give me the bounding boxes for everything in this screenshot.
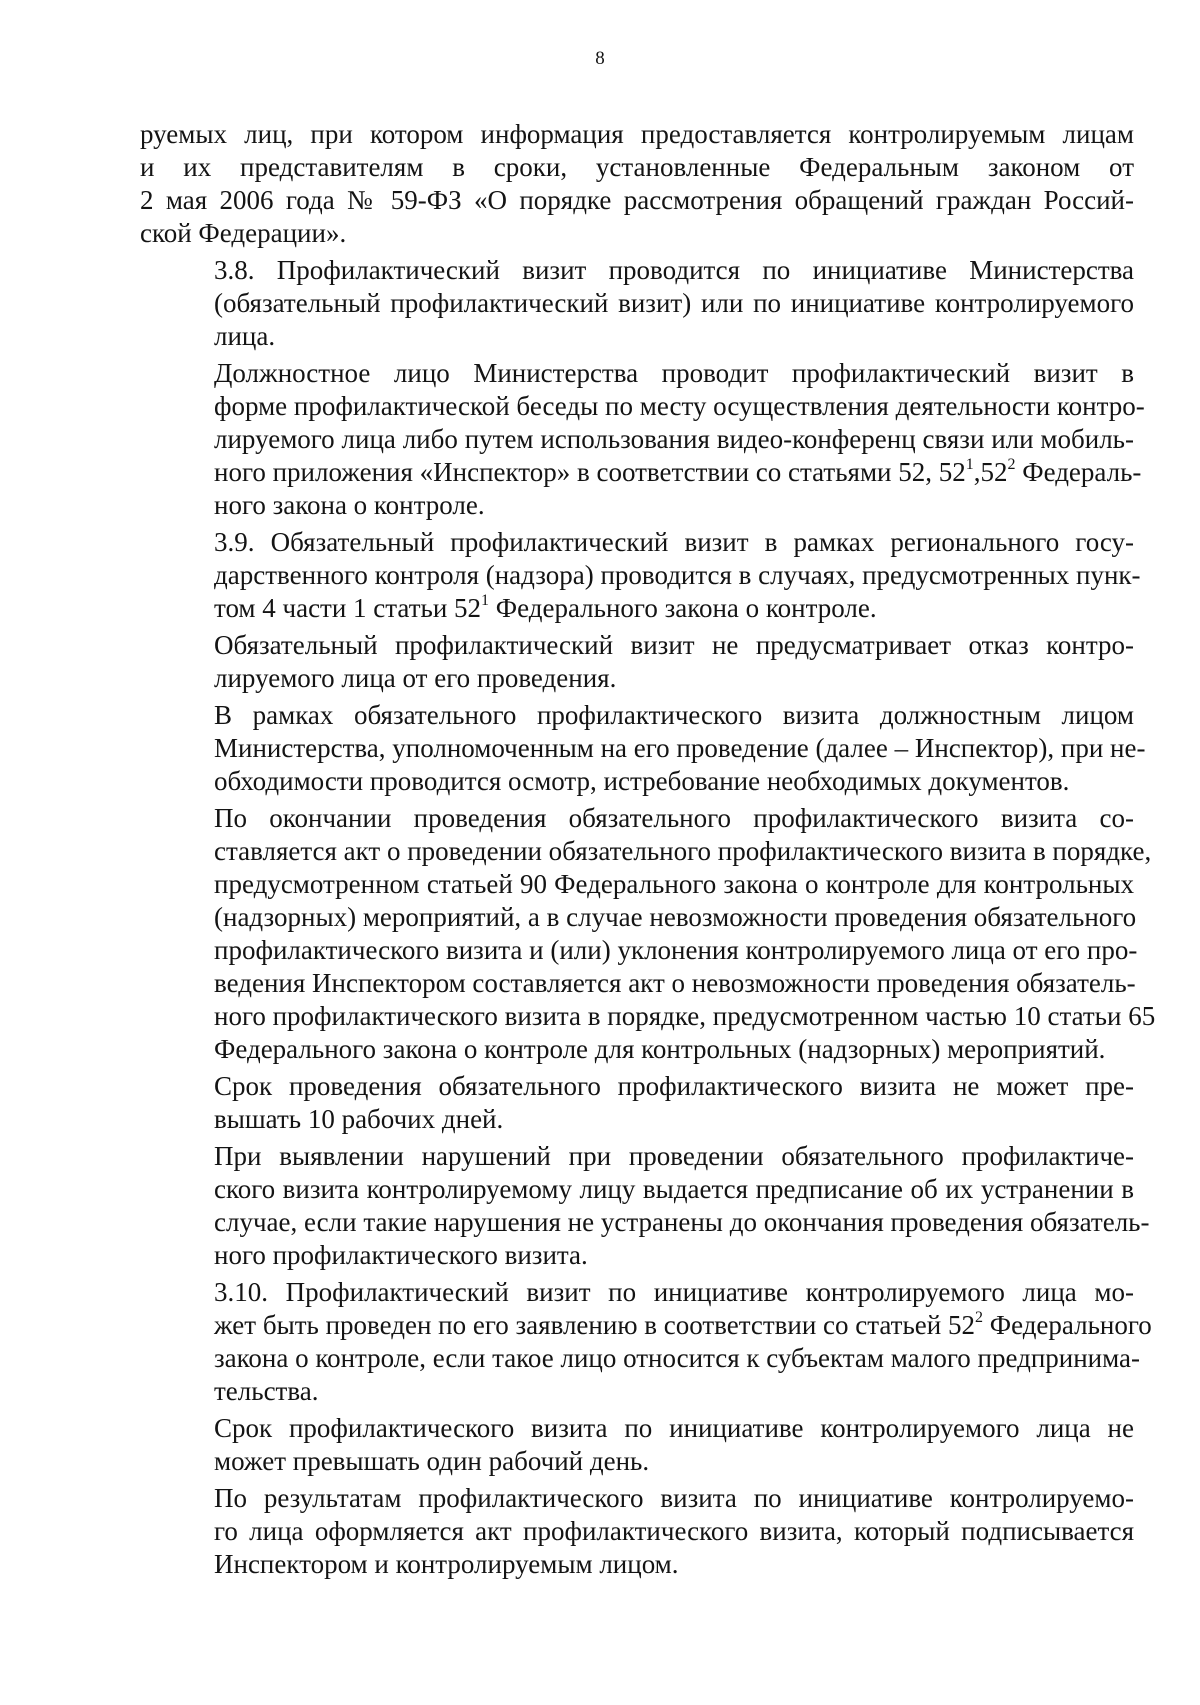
text-line: случае, если такие нарушения не устранены до окончания проведения обязатель-	[214, 1207, 1150, 1237]
text-line: ного закона о контроле.	[214, 490, 485, 520]
superscript-index: 2	[1007, 456, 1016, 473]
text-line: По окончании проведения обязательного профилактического визита со-	[214, 803, 1134, 833]
text-line: Срок проведения обязательного профилактического визита не может пре-	[214, 1071, 1134, 1101]
text-line: (надзорных) мероприятий, а в случае невозможности проведения обязательного	[214, 902, 1137, 932]
superscript-index: 2	[974, 1309, 983, 1326]
text-line: лица.	[214, 321, 276, 351]
text-line: ного приложения «Инспектор» в соответствии со статьями 52, $52^1,52^2$ Федераль-	[214, 456, 1142, 487]
text-line: профилактического визита и (или) уклонения контролируемого лица от его про-	[214, 935, 1138, 965]
document-body	[140, 118, 1156, 1581]
paragraph-p-no-refusal	[140, 629, 1134, 695]
text-line: вышать 10 рабочих дней.	[214, 1104, 504, 1134]
paragraph-p-term-initiative	[140, 1412, 1134, 1478]
superscript-index: 1	[965, 456, 974, 473]
text-line: жет быть проведен по его заявлению в соответствии со статьей $52^2$ Федерального	[214, 1309, 1152, 1340]
text-line: том 4 части 1 статьи $52^1$ Федерального закона о контроле.	[214, 592, 877, 623]
text-line: По результатам профилактического визита по инициативе контролируемо-	[214, 1483, 1134, 1513]
text-line: ного профилактического визита.	[214, 1240, 588, 1270]
text-line: 2 мая 2006 года № 59-ФЗ «О порядке рассмотрения обращений граждан Россий-	[140, 185, 1134, 215]
text-line: 3.8. Профилактический визит проводится по инициативе Министерства	[214, 255, 1134, 285]
text-line: лируемого лица от его проведения.	[214, 663, 617, 693]
text-line: ведения Инспектором составляется акт о невозможности проведения обязатель-	[214, 968, 1136, 998]
text-line: Срок профилактического визита по инициативе контролируемого лица не	[214, 1413, 1134, 1443]
text-line: го лица оформляется акт профилактического визита, который подписывается	[214, 1516, 1134, 1546]
text-line: Федерального закона о контроле для контрольных (надзорных) мероприятий.	[214, 1034, 1106, 1064]
text-line: Инспектором и контролируемым лицом.	[214, 1549, 679, 1579]
text-line: тельства.	[214, 1376, 319, 1406]
text-line: 3.10. Профилактический визит по инициативе контролируемого лица мо-	[214, 1277, 1134, 1307]
text-line: ставляется акт о проведении обязательного профилактического визита в порядке,	[214, 836, 1152, 866]
text-line: 3.9. Обязательный профилактический визит в рамках регионального госу-	[214, 527, 1134, 557]
paragraph-p-inspector	[140, 699, 1146, 798]
paragraph-p-results	[140, 1482, 1134, 1581]
text-line: дарственного контроля (надзора) проводится в случаях, предусмотренных пунк-	[214, 560, 1141, 590]
text-line: и их представителям в сроки, установленные Федеральным законом от	[140, 152, 1134, 182]
paragraph-p-3-8	[140, 254, 1134, 353]
paragraph-p-3-10	[140, 1276, 1152, 1408]
paragraph-p-continuation	[140, 118, 1134, 250]
text-line: обходимости проводится осмотр, истребование необходимых документов.	[214, 766, 1070, 796]
paragraph-p-act	[140, 802, 1156, 1066]
text-line: В рамках обязательного профилактического визита должностным лицом	[214, 700, 1134, 730]
superscript-index: 1	[481, 592, 490, 609]
text-line: Должностное лицо Министерства проводит профилактический визит в	[214, 358, 1134, 388]
text-line: может превышать один рабочий день.	[214, 1446, 650, 1476]
text-line: закона о контроле, если такое лицо относится к субъектам малого предпринима-	[214, 1343, 1140, 1373]
text-line: форме профилактической беседы по месту осуществления деятельности контро-	[214, 391, 1145, 421]
text-line: Обязательный профилактический визит не предусматривает отказ контро-	[214, 630, 1134, 660]
text-line: лируемого лица либо путем использования видео-конференц связи или мобиль-	[214, 424, 1134, 454]
text-line: При выявлении нарушений при проведении обязательного профилактиче-	[214, 1141, 1134, 1171]
text-line: предусмотренном статьей 90 Федерального закона о контроле для контрольных	[214, 869, 1134, 899]
text-line: ского визита контролируемому лицу выдается предписание об их устранении в	[214, 1174, 1134, 1204]
text-line: (обязательный профилактический визит) или по инициативе контролируемого	[214, 288, 1134, 318]
paragraph-p-3-9	[140, 526, 1141, 625]
paragraph-p-term	[140, 1070, 1134, 1136]
text-line: ской Федерации».	[140, 218, 347, 248]
paragraph-p-violations	[140, 1140, 1150, 1272]
text-line: руемых лиц, при котором информация предоставляется контролируемым лицам	[140, 119, 1134, 149]
text-line: ного профилактического визита в порядке, предусмотренном частью 10 статьи 65	[214, 1001, 1156, 1031]
paragraph-p-official	[140, 357, 1145, 522]
text-line: Министерства, уполномоченным на его проведение (далее – Инспектор), при не-	[214, 733, 1146, 763]
page-number: 8	[595, 48, 605, 69]
